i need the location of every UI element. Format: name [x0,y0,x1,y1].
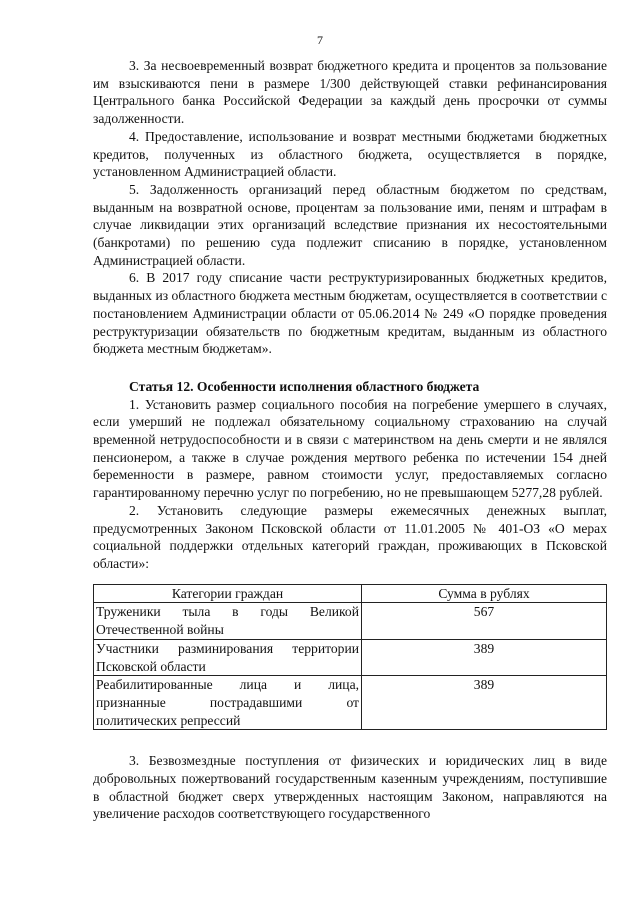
article-paragraph-2: 2. Установить следующие размеры ежемесячных денежных выплат, предусмотренных Законом Псковской области от 11.01.2005 № 401-ОЗ «О мерах социальной поддержки отдельных категорий граждан, проживающих в Псковской области»: [93,502,607,571]
paragraph-3: 3. За несвоевременный возврат бюджетного кредита и процентов за пользование им взыскиваются пени в размере 1/300 действующей ставки рефинансирования Центрального банка Российской Федерации за каждый день просрочки от суммы задолженности. [93,58,607,127]
row-amount: 389 [362,639,607,675]
paragraph-6: 6. В 2017 году списание части реструктуризированных бюджетных кредитов, выданных из областного бюджета местным бюджетам, осуществляется в соответствии с постановлением Администрации области от 05.06.2014 № 249 «О порядке проведения реструктуризации обязательств по бюджетным кредитам, выданным из областного бюджета местным бюджетам». [93,270,607,357]
paragraph-after-table: 3. Безвозмездные поступления от физических и юридических лиц в виде добровольных пожертвований государственным казенным учреждениям, поступившие в областной бюджет сверх утвержденных настоящим Законом, направляются на увеличение расходов соответствующего государственного [93,753,607,822]
paragraph-5: 5. Задолженность организаций перед областным бюджетом по средствам, выданным на возвратной основе, процентам за пользование ими, пеням и штрафам в случае ликвидации этих организаций вследствие признания их несостоятельными (банкротами) по решению суда подлежит списанию в порядке, установленном Администрацией области. [93,181,607,268]
payments-table [93,584,607,731]
row-category: Участники разминирования территории Псковской области [94,639,362,675]
row-category: Реабилитированные лица и лица, признанные пострадавшими от политических репрессий [94,676,362,730]
table-header-row [94,584,607,603]
table-row [94,676,607,730]
table-row [94,603,607,639]
article-paragraph-1: 1. Установить размер социального пособия на погребение умершего в случаях, если умерший не подлежал обязательному социальному страхованию на случай временной нетрудоспособности и в связи с материнством на день смерти и не являлся пенсионером, а также в случае рождения мертвого ребенка по истечении 154 дней беременности в размере, равном стоимости услуг, предоставляемых согласно гарантированному перечню услуг по погребению, но не превышающем 5277,28 рублей. [93,396,607,501]
header-category: Категории граждан [94,584,362,603]
document-body [93,57,607,823]
row-amount: 389 [362,676,607,730]
table-row [94,639,607,675]
header-amount: Сумма в рублях [362,584,607,603]
page-number: 7 [317,33,323,47]
article-12-heading: Статья 12. Особенности исполнения областного бюджета [129,378,480,394]
row-amount: 567 [362,603,607,639]
paragraph-4: 4. Предоставление, использование и возврат местными бюджетами бюджетных кредитов, полученных из областного бюджета, осуществляется в порядке, установленном Администрацией области. [93,128,607,180]
row-category: Труженики тыла в годы Великой Отечественной войны [94,603,362,639]
